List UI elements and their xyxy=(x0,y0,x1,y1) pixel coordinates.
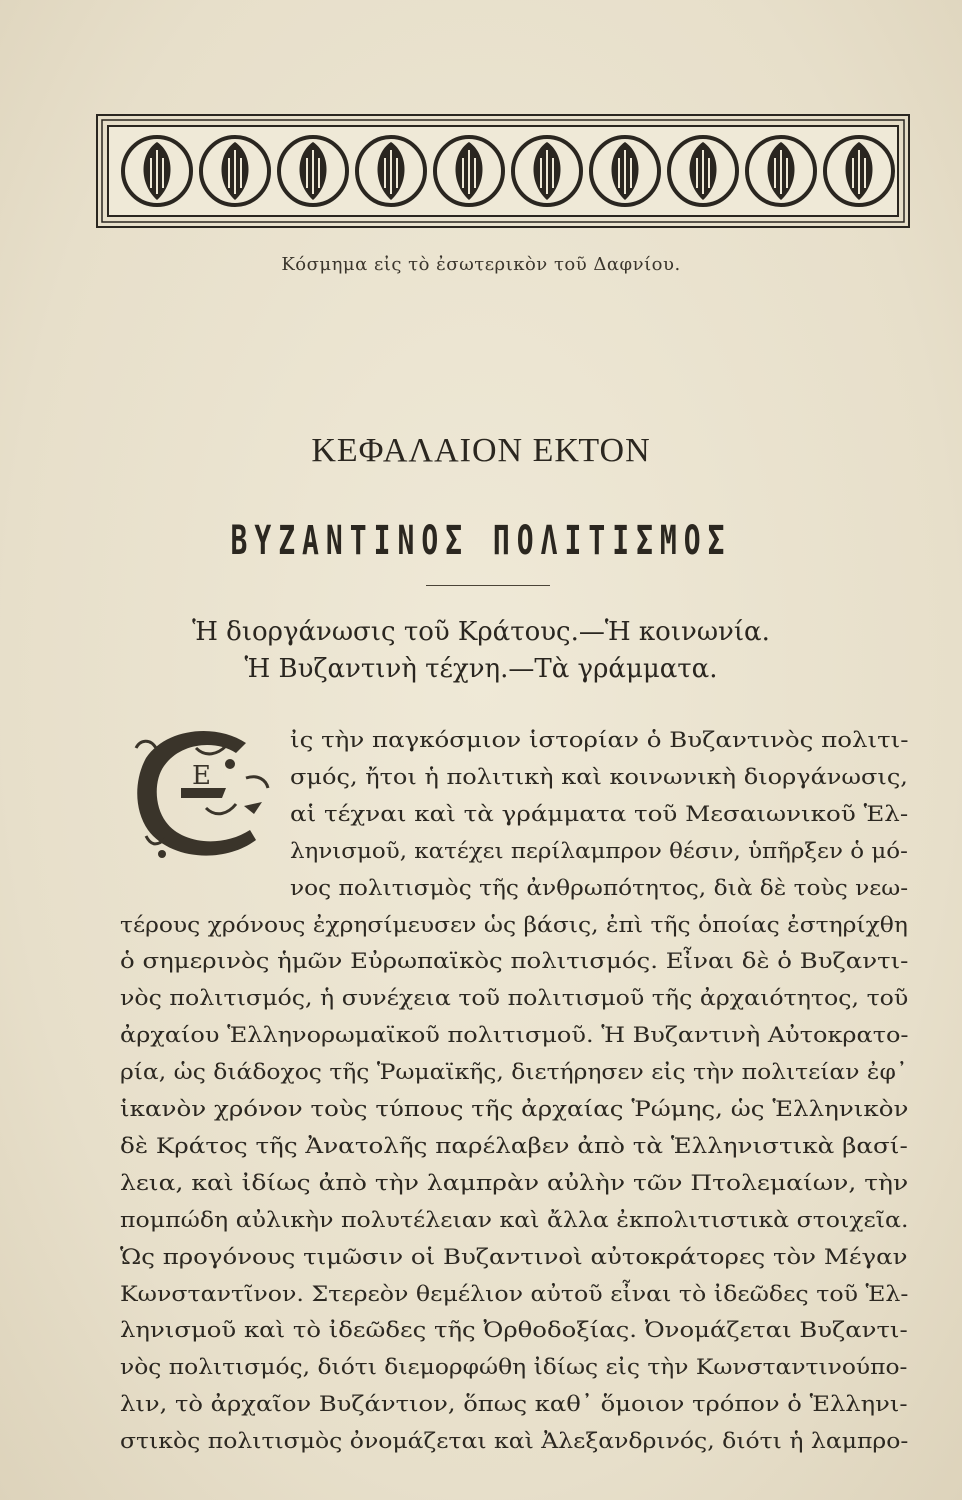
body-line: στικὸς πολιτισμὸς ὀνομάζεται καὶ Ἀλεξανδρινός, διότι ἡ λαμπρο- xyxy=(120,1429,909,1454)
body-line: ἱκανὸν χρόνον τοὺς τύπους τῆς ἀρχαίας Ῥώμης, ὡς Ἑλληνικὸν xyxy=(120,1097,909,1121)
body-line: αἱ τέχναι καὶ τὰ γράμματα τοῦ Μεσαιωνικοῦ Ἑλ- xyxy=(290,801,909,826)
body-line: ρία, ὡς διάδοχος τῆς Ῥωμαϊκῆς, διετήρησεν εἰς τὴν πολιτείαν ἐφ᾽ xyxy=(120,1060,908,1085)
body-line: Κωνσταντῖνον. Στερεὸν θεμέλιον αὐτοῦ εἶναι τὸ ἰδεῶδες τοῦ Ἑλ- xyxy=(120,1281,909,1306)
body-line: νὸς πολιτισμός, διότι διεμορφώθη ἰδίως εἰς τὴν Κωνσταντινούπο- xyxy=(120,1355,908,1380)
body-line: σμός, ἤτοι ἡ πολιτικὴ καὶ κοινωνικὴ διοργάνωσις, xyxy=(290,764,908,789)
figure-caption: Κόσμημα εἰς τὸ ἐσωτερικὸν τοῦ Δαφνίου. xyxy=(281,254,681,275)
subtitle-line-2: Ἡ Βυζαντινὴ τέχνη.—Τὰ γράμματα. xyxy=(244,654,718,684)
body-line: λιν, τὸ ἀρχαῖον Βυζάντιον, ὅπως καθ᾽ ὅμοιον τρόπον ὁ Ἑλληνι- xyxy=(120,1392,908,1417)
body-line: λεια, καὶ ἰδίως ἀπὸ τὴν λαμπρὰν αὐλὴν τῶν Πτολεμαίων, τὴν xyxy=(120,1170,909,1195)
dropcap-letter: Ε xyxy=(192,761,211,791)
body-line: ληνισμοῦ, κατέχει περίλαμπρον θέσιν, ὑπῆρξεν ὁ μό- xyxy=(290,838,908,863)
body-line: δὲ Κράτος τῆς Ἀνατολῆς παρέλαβεν ἀπὸ τὰ Ἑλληνιστικὰ βασί- xyxy=(120,1133,908,1158)
chapter-title: ΒΥΖΑΝΤΙΝΟΣ ΠΟΛΙΤΙΣΜΟΣ xyxy=(230,518,732,564)
body-line: ἀρχαίου Ἑλληνορωμαϊκοῦ πολιτισμοῦ. Ἡ Βυζαντινὴ Αὐτοκρατο- xyxy=(120,1023,909,1048)
body-line: ληνισμοῦ καὶ τὸ ἰδεῶδες τῆς Ὀρθοδοξίας. Ὀνομάζεται Βυζαντι- xyxy=(120,1318,908,1343)
subtitle-line-1: Ἡ διοργάνωσις τοῦ Κράτους.—Ἡ κοινωνία. xyxy=(192,617,770,647)
chapter-heading: ΚΕΦΑΛΑΙΟΝ ΕΚΤΟΝ xyxy=(311,432,651,469)
body-line: ἰς τὴν παγκόσμιον ἱστορίαν ὁ Βυζαντινὸς πολιτι- xyxy=(290,728,909,752)
body-line: νὸς πολιτισμός, ἡ συνέχεια τοῦ πολιτισμοῦ τῆς ἀρχαιότητος, τοῦ xyxy=(120,986,909,1011)
body-line: Ὡς προγόνους τιμῶσιν οἱ Βυζαντινοὶ αὐτοκράτορες τὸν Μέγαν xyxy=(120,1244,908,1269)
body-line: ὁ σημερινὸς ἡμῶν Εὐρωπαϊκὸς πολιτισμός. Εἶναι δὲ ὁ Βυζαντι- xyxy=(120,949,909,974)
body-line: νος πολιτισμὸς τῆς ἀνθρωπότητος, διὰ δὲ τοὺς νεω- xyxy=(290,875,909,900)
body-line: τέρους χρόνους ἐχρησίμευσεν ὡς βάσις, ἐπὶ τῆς ὁποίας ἐστηρίχθη xyxy=(120,912,908,937)
body-line: πομπώδη αὐλικὴν πολυτέλειαν καὶ ἄλλα ἐκπολιτιστικὰ στοιχεῖα. xyxy=(120,1207,909,1232)
